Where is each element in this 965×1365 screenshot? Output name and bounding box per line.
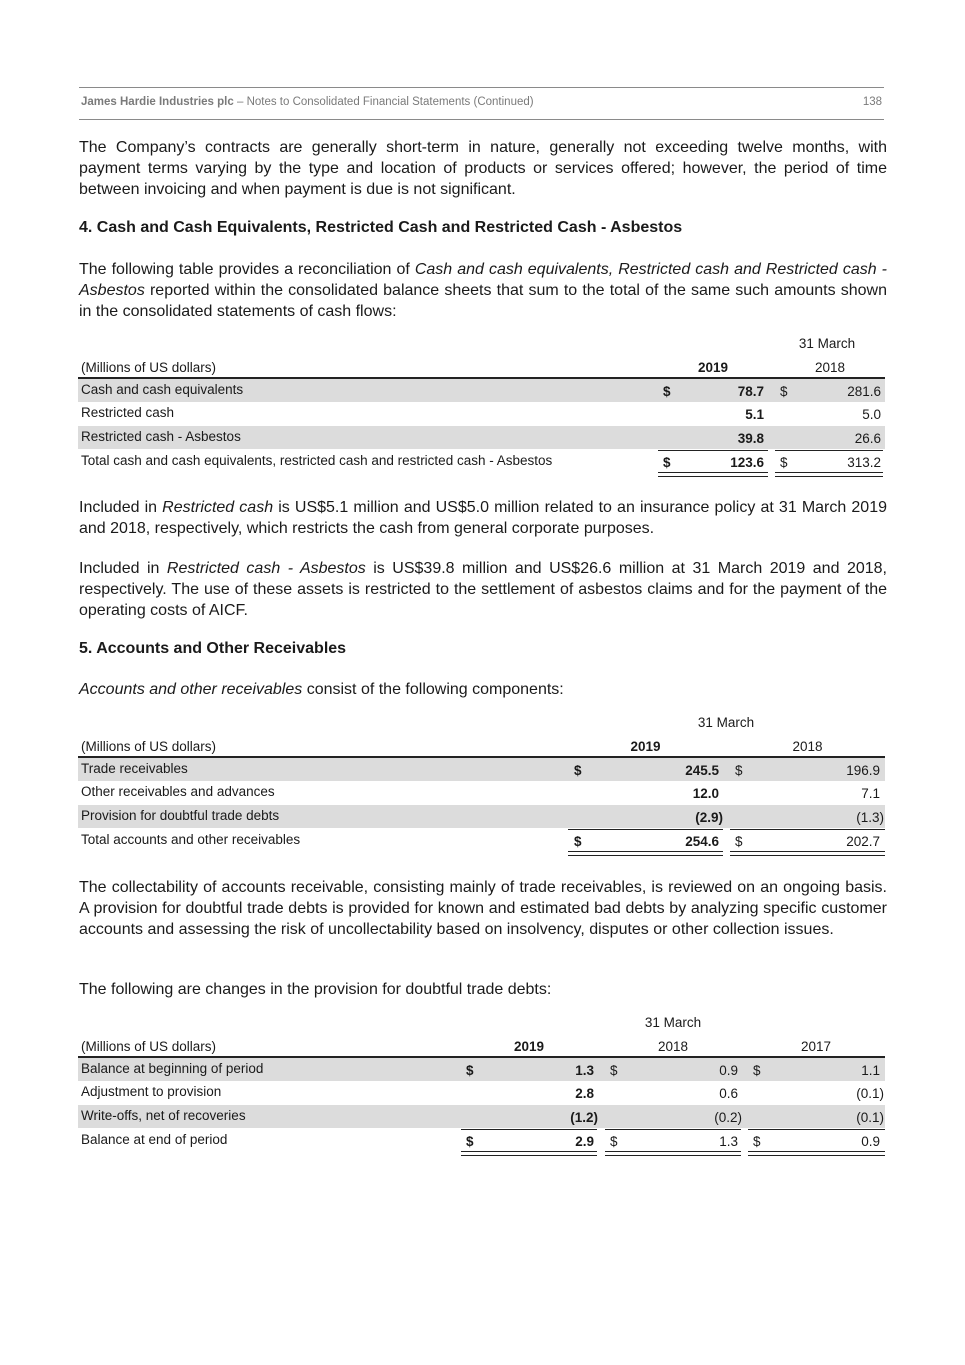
text: The following table provides a reconciliation of [79,261,415,278]
total-double-rule [568,851,723,856]
currency-symbol: $ [466,1063,474,1078]
text: is US$39.8 million and US$26.6 million at 31 March 2019 and 2018, respectively. The use of these assets is restricted to the settlement of asbestos claims and for the payment of the operating costs of AICF. [79,560,888,619]
italic-text: Restricted cash - Asbestos [166,560,366,577]
row-label: Write-offs, net of recoveries [81,1108,246,1123]
total-double-rule [605,1151,741,1156]
currency-symbol: $ [780,455,788,470]
section-4-intro [79,259,887,322]
row-label: Provision for doubtful trade debts [81,808,280,823]
intro-paragraph: The Company’s contracts are generally short-term in nature, generally not exceeding twelve months, with payment terms varying by the type and location of products or services offered; however, the period of time between invoicing and when payment is due is not significant. [79,139,887,198]
total-double-rule [461,1151,597,1156]
column-header-2018: 2018 [657,1039,689,1054]
currency-symbol: $ [466,1134,474,1149]
total-double-rule [658,472,768,477]
value-2018: 281.6 [847,384,881,399]
page-number: 138 [862,96,882,108]
row-label: Total accounts and other receivables [81,832,301,847]
row-label: Restricted cash [81,405,175,420]
italic-text: Cash and cash equivalents, Restricted cash and Restricted cash - Asbestos [79,261,888,299]
currency-symbol: $ [753,1063,761,1078]
table-row-total [78,829,885,852]
row-label: Other receivables and advances [81,784,275,799]
value-2019: 5.1 [745,407,764,422]
currency-symbol: $ [663,455,671,470]
column-header-2018: 2018 [792,739,823,754]
header-company: James Hardie Industries plc [81,96,234,108]
currency-symbol: $ [735,763,743,778]
column-header-2017: 2017 [800,1039,832,1054]
row-label: Restricted cash - Asbestos [81,429,241,444]
row-label: Cash and cash equivalents [81,382,244,397]
column-header-2019: 2019 [630,739,661,754]
table-row [78,402,885,425]
row-label: Adjustment to provision [81,1084,222,1099]
text: consist of the following components: [302,681,564,698]
table-row [78,379,885,402]
row-label: Balance at end of period [81,1132,228,1147]
italic-text: Restricted cash [162,499,274,516]
value-2019: 254.6 [685,834,719,849]
table-row [78,781,885,804]
value-2017: 0.9 [861,1134,880,1149]
value-2018: 0.9 [719,1063,738,1078]
period-label: 31 March [697,715,755,730]
value-2019: 78.7 [737,384,764,399]
value-2018: (1.3) [856,810,884,825]
value-2019: 2.9 [575,1134,594,1149]
row-label: Total cash and cash equivalents, restricted cash and restricted cash - Asbestos [81,453,553,468]
currency-symbol: $ [574,834,582,849]
table-row [78,805,885,828]
period-label: 31 March [798,336,856,351]
table-row-total [78,1129,885,1152]
value-2019: 1.3 [575,1063,594,1078]
restricted-cash-note [79,497,887,539]
currency-symbol: $ [610,1063,618,1078]
italic-text: Accounts and other receivables [79,681,303,698]
currency-symbol: $ [610,1134,618,1149]
header-top-rule [79,87,884,88]
value-2018: 26.6 [854,431,881,446]
table-row [78,758,885,781]
value-2018: 196.9 [846,763,880,778]
provision-intro: The following are changes in the provision for doubtful trade debts: [79,981,552,998]
value-2018: 1.3 [719,1134,738,1149]
period-label: 31 March [644,1015,702,1030]
units-label: (Millions of US dollars) [81,1039,217,1054]
text: Included in [79,499,163,516]
table-row [78,1105,885,1128]
value-2017: (0.1) [856,1086,884,1101]
header-bottom-rule [79,119,884,120]
text: Included in [79,560,167,577]
text: reported within the consolidated balance sheets that sum to the total of the same such amounts shown in the consolidated statements of cash flows: [79,282,887,320]
value-2018: 0.6 [719,1086,738,1101]
column-header-2019: 2019 [697,360,729,375]
value-2019: 39.8 [737,431,764,446]
value-2018: 313.2 [847,455,881,470]
table-row [78,1081,885,1104]
row-label: Balance at beginning of period [81,1061,264,1076]
header-subtitle: Notes to Consolidated Financial Statements (Continued) [246,96,534,108]
value-2019: 245.5 [685,763,719,778]
value-2018: 5.0 [862,407,881,422]
total-double-rule [748,1151,885,1156]
value-2019: 123.6 [730,455,764,470]
currency-symbol: $ [735,834,743,849]
row-label: Trade receivables [81,761,188,776]
table-row-total [78,450,885,473]
value-2017: 1.1 [861,1063,880,1078]
value-2019: 2.8 [575,1086,594,1101]
restricted-cash-asbestos-note [79,558,887,621]
collectability-paragraph: The collectability of accounts receivable, consisting mainly of trade receivables, is reviewed on an ongoing basis. A provision for doubtful trade debts is provided for known and estimated bad debts by analyzing specific customer accounts and assessing the risk of uncollectability based on insolvency, disputes or other collection issues. [79,879,887,938]
value-2019: (2.9) [695,810,723,825]
total-double-rule [775,472,883,477]
total-double-rule [730,851,885,856]
units-label: (Millions of US dollars) [81,360,217,375]
section-5-heading: 5. Accounts and Other Receivables [79,640,347,657]
currency-symbol: $ [663,384,671,399]
value-2019: 12.0 [692,786,719,801]
value-2018: 202.7 [846,834,880,849]
column-header-2018: 2018 [814,360,846,375]
table-row [78,426,885,449]
value-2018: 7.1 [861,786,880,801]
value-2018: (0.2) [714,1110,742,1125]
value-2019: (1.2) [570,1110,598,1125]
units-label: (Millions of US dollars) [81,739,217,754]
table-row [78,1058,885,1081]
column-header-2019: 2019 [513,1039,545,1054]
currency-symbol: $ [753,1134,761,1149]
header-title [81,96,534,108]
value-2017: (0.1) [856,1110,884,1125]
currency-symbol: $ [574,763,582,778]
running-header [81,96,882,108]
text: is US$5.1 million and US$5.0 million related to an insurance policy at 31 March 2019 and 2018, respectively, which restricts the cash from general corporate purposes. [79,499,887,537]
currency-symbol: $ [780,384,788,399]
header-separator: – [233,96,247,108]
section-4-heading: 4. Cash and Cash Equivalents, Restricted Cash and Restricted Cash - Asbestos [79,219,683,236]
section-5-intro [79,679,887,700]
